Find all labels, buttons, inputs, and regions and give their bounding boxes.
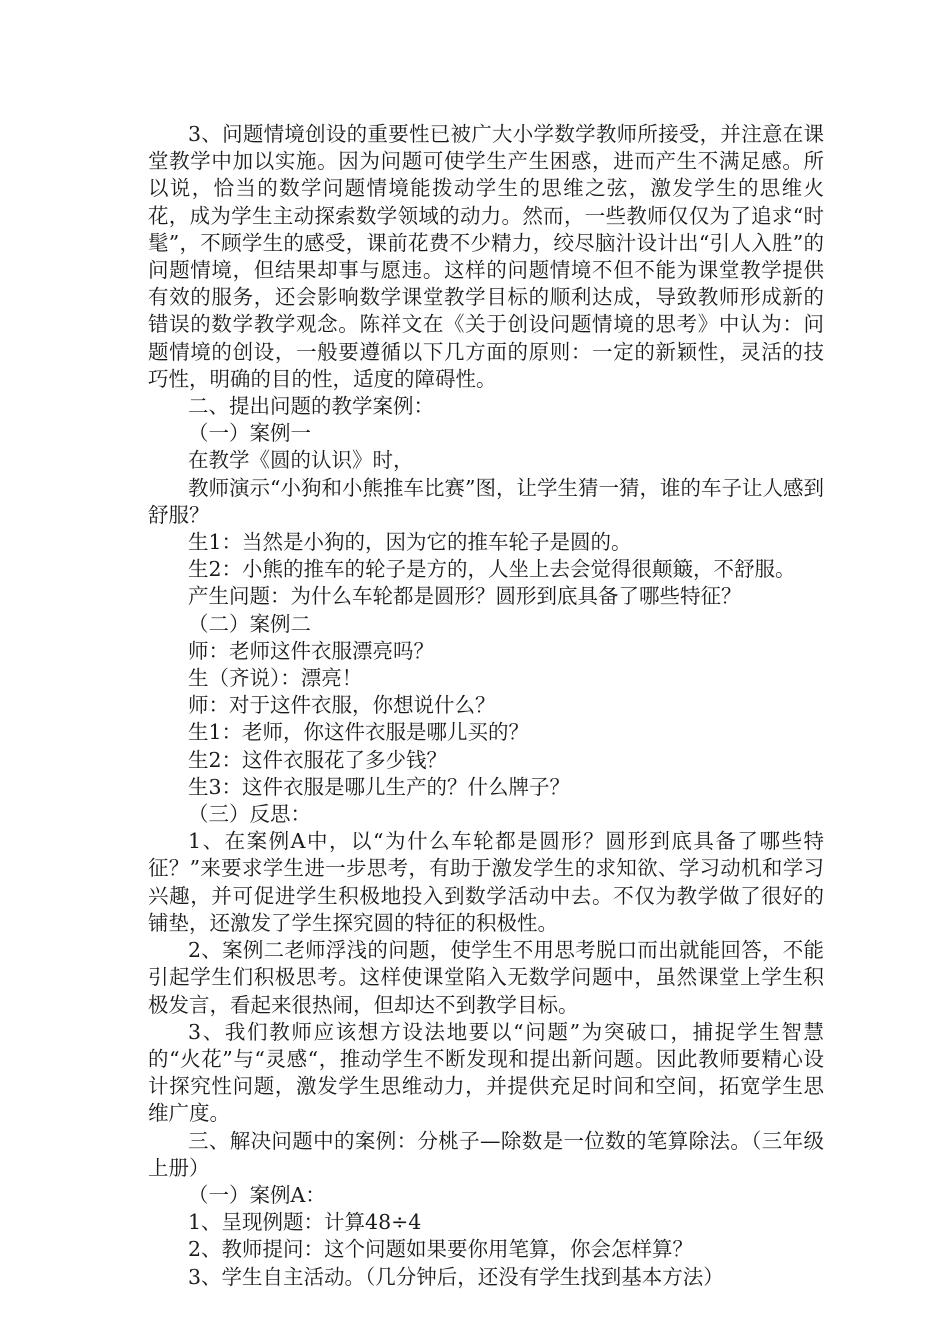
heading-reflection: （三）反思： — [188, 802, 311, 827]
heading-case-a: （一）案例A： — [188, 1182, 326, 1207]
paragraph-student-reply-3: 生3：这件衣服是哪儿生产的？什么牌子？ — [188, 774, 571, 799]
paragraph-student-1: 生1：当然是小狗的，因为它的推车轮子是圆的。 — [188, 530, 632, 555]
paragraph-reflection-3: 3、我们教师应该想方设法地要以“问题”为突破口，捕捉学生智慧的“火花”与“灵感“，推动学生不断发现和提出新问题。因此教师要精心设计探究性问题，激发学生思维动力，并提供充足时间和空间，拓宽学生思维广度。 — [148, 1019, 824, 1126]
paragraph-teacher-demo: 教师演示“小狗和小熊推车比赛”图，让学生猜一猜，谁的车子让人感到舒服？ — [148, 475, 824, 527]
paragraph-student-reply-2: 生2：这件衣服花了多少钱？ — [188, 747, 448, 772]
document-body — [148, 121, 824, 1291]
paragraph-student-2: 生2：小熊的推车的轮子是方的，人坐上去会觉得很颠簸，不舒服。 — [188, 557, 796, 582]
paragraph-teacher-ask: 师：老师这件衣服漂亮吗？ — [188, 638, 434, 663]
paragraph-question: 产生问题：为什么车轮都是圆形？圆形到底具备了哪些特征？ — [188, 584, 742, 609]
heading-case-one: （一）案例一 — [188, 421, 311, 446]
paragraph-student-reply-1: 生1：老师，你这件衣服是哪儿买的？ — [188, 720, 530, 745]
heading-section-two: 二、提出问题的教学案例： — [188, 394, 434, 419]
paragraph-case-one-intro: 在教学《圆的认识》时， — [188, 448, 414, 473]
paragraph-example: 1、呈现例题：计算48÷4 — [188, 1210, 422, 1235]
heading-case-two: （二）案例二 — [188, 611, 311, 636]
paragraph-reflection-2: 2、案例二老师浮浅的问题，使学生不用思考脱口而出就能回答，不能引起学生们积极思考。这样使课堂陷入无数学问题中，虽然课堂上学生积极发言，看起来很热闹，但却达不到教学目标。 — [148, 938, 824, 1017]
paragraph-teacher-question: 2、教师提问：这个问题如果要你用笔算，你会怎样算？ — [188, 1237, 694, 1262]
heading-section-three: 三、解决问题中的案例：分桃子—除数是一位数的笔算除法。（三年级上册） — [148, 1128, 824, 1180]
paragraph-principles: 3、问题情境创设的重要性已被广大小学数学教师所接受，并注意在课堂教学中加以实施。因为问题可使学生产生困惑，进而产生不满足感。所以说，恰当的数学问题情境能拨动学生的思维之弦，激发学生的思维火花，成为学生主动探索数学领域的动力。然而，一些教师仅仅为了追求“时髦”，不顾学生的感受，课前花费不少精力，绞尽脑汁设计出“引人入胜”的问题情境，但结果却事与愿违。这样的问题情境不但不能为课堂教学提供有效的服务，还会影响数学课堂教学目标的顺利达成，导致教师形成新的错误的数学教学观念。陈祥文在《关于创设问题情境的思考》中认为：问题情境的创设，一般要遵循以下几方面的原则：一定的新颖性，灵活的技巧性，明确的目的性，适度的障碍性。 — [148, 122, 824, 391]
paragraph-teacher-ask-2: 师：对于这件衣服，你想说什么？ — [188, 693, 496, 718]
paragraph-student-activity: 3、学生自主活动。（几分钟后，还没有学生找到基本方法） — [188, 1264, 724, 1289]
paragraph-reflection-1: 1、在案例A中，以“为什么车轮都是圆形？圆形到底具备了哪些特征？”来要求学生进一步思考，有助于激发学生的求知欲、学习动机和学习兴趣，并可促进学生积极地投入到数学活动中去。不仅为教学做了很好的铺垫，还激发了学生探究圆的特征的积极性。 — [148, 829, 824, 935]
paragraph-students-reply: 生（齐说）：漂亮！ — [188, 666, 363, 691]
